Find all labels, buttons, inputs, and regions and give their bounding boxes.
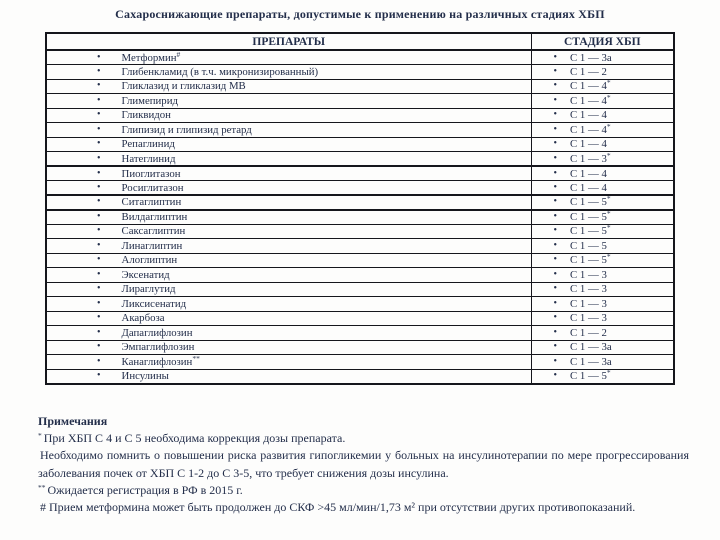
stage-value: С 1 — 2 — [570, 326, 607, 339]
table-row — [46, 79, 674, 94]
bullet-icon: • — [97, 196, 101, 208]
stage-value: С 1 — 4 — [570, 123, 607, 136]
stage-cell — [531, 210, 674, 225]
stage-footnote-marker: * — [606, 195, 611, 204]
table-row — [46, 166, 674, 181]
stage-value: С 1 — 4 — [570, 167, 607, 180]
stage-cell — [531, 181, 674, 196]
bullet-icon: • — [97, 326, 101, 338]
bullet-icon: • — [553, 181, 558, 193]
stage-cell — [531, 340, 674, 355]
drug-name: Линаглиптин — [121, 239, 183, 252]
stage-value: С 1 — 4 — [570, 181, 607, 194]
note-footnote-marker: * — [38, 431, 42, 441]
bullet-icon: • — [553, 152, 558, 164]
drug-name: Вилдаглиптин — [121, 211, 188, 223]
bullet-icon: • — [97, 254, 101, 266]
bullet-icon: • — [553, 268, 558, 280]
drug-name: Алоглиптин — [121, 254, 178, 267]
drug-name: Росиглитазон — [121, 181, 184, 194]
note-item — [38, 447, 689, 481]
stage-value: С 1 — 5 — [570, 211, 607, 223]
drug-name: Пиоглитазон — [121, 167, 181, 180]
notes-section — [38, 413, 689, 516]
drug-name-cell — [46, 326, 531, 341]
stage-cell — [531, 152, 674, 167]
bullet-icon: • — [97, 355, 101, 367]
drug-name: Инсулины — [121, 370, 169, 382]
stage-cell — [531, 297, 674, 312]
drug-name-cell — [46, 166, 531, 181]
table-row — [46, 210, 674, 225]
drug-name-cell — [46, 79, 531, 94]
table-row — [46, 152, 674, 167]
stage-cell — [531, 326, 674, 341]
drug-name: Натеглинид — [121, 152, 176, 165]
bullet-icon: • — [553, 211, 558, 222]
drug-name: Репаглинид — [121, 138, 175, 151]
drug-name-cell — [46, 94, 531, 109]
table-row — [46, 340, 674, 355]
bullet-icon: • — [97, 239, 101, 251]
table-row — [46, 369, 674, 384]
stage-cell — [531, 166, 674, 181]
stage-footnote-marker: * — [606, 224, 611, 233]
stage-footnote-marker: * — [606, 93, 611, 102]
stage-footnote-marker: * — [606, 209, 611, 218]
drug-name-cell — [46, 195, 531, 210]
stage-value: С 1 — 5 — [570, 196, 607, 209]
drug-table-body — [46, 50, 674, 384]
stage-value: С 1 — 5 — [570, 225, 607, 238]
stage-cell — [531, 50, 674, 65]
table-row — [46, 311, 674, 326]
bullet-icon: • — [553, 297, 558, 309]
bullet-icon: • — [553, 80, 558, 92]
table-row — [46, 94, 674, 109]
bullet-icon: • — [97, 80, 101, 92]
stage-footnote-marker: * — [606, 79, 611, 88]
bullet-icon: • — [97, 94, 101, 106]
stage-value: С 1 — 3 — [570, 283, 607, 296]
bullet-icon: • — [553, 283, 558, 295]
drug-name-cell — [46, 210, 531, 225]
drug-name: Гликвидон — [121, 109, 171, 122]
table-row — [46, 108, 674, 123]
stage-value: С 1 — 3 — [570, 297, 607, 310]
drug-name-cell — [46, 152, 531, 167]
stage-cell — [531, 224, 674, 239]
drug-name: Глимепирид — [121, 94, 178, 107]
stage-value: С 1 — 3а — [570, 355, 612, 368]
bullet-icon: • — [553, 370, 558, 381]
drug-stage-table — [45, 32, 675, 385]
bullet-icon: • — [97, 181, 101, 193]
drug-name-cell — [46, 50, 531, 65]
note-footnote-marker: ** — [38, 482, 46, 492]
bullet-icon: • — [553, 355, 558, 367]
bullet-icon: • — [97, 109, 101, 121]
drug-footnote-marker: ** — [192, 354, 200, 363]
stage-cell — [531, 311, 674, 326]
bullet-icon: • — [97, 123, 101, 135]
drug-name-cell — [46, 340, 531, 355]
table-row — [46, 50, 674, 65]
bullet-icon: • — [553, 196, 558, 208]
stage-cell — [531, 123, 674, 138]
stage-cell — [531, 282, 674, 297]
stage-cell — [531, 108, 674, 123]
stage-cell — [531, 137, 674, 152]
stage-cell — [531, 79, 674, 94]
bullet-icon: • — [553, 109, 558, 121]
column-header-drugs: ПРЕПАРАТЫ — [46, 33, 531, 50]
stage-value: С 1 — 3а — [570, 51, 612, 64]
bullet-icon: • — [97, 51, 101, 63]
table-row — [46, 195, 674, 210]
column-header-stage: СТАДИЯ ХБП — [531, 33, 674, 50]
drug-name: Метформин — [121, 51, 177, 64]
stage-value: С 1 — 5 — [570, 370, 607, 382]
bullet-icon: • — [553, 225, 558, 237]
bullet-icon: • — [553, 167, 558, 179]
drug-name: Эксенатид — [121, 268, 170, 281]
bullet-icon: • — [97, 268, 101, 280]
bullet-icon: • — [553, 123, 558, 135]
drug-name-cell — [46, 224, 531, 239]
bullet-icon: • — [97, 370, 101, 381]
stage-value: С 1 — 3а — [570, 341, 612, 354]
stage-value: С 1 — 4 — [570, 138, 607, 151]
drug-name-cell — [46, 355, 531, 370]
stage-value: С 1 — 3 — [570, 152, 607, 165]
stage-cell — [531, 94, 674, 109]
table-row — [46, 239, 674, 254]
stage-value: С 1 — 4 — [570, 109, 607, 122]
drug-name-cell — [46, 253, 531, 268]
drug-name: Ликсисенатид — [121, 297, 187, 310]
table-row — [46, 282, 674, 297]
stage-footnote-marker: * — [606, 122, 611, 131]
bullet-icon: • — [553, 341, 558, 353]
drug-name: Глипизид и глипизид ретард — [121, 123, 252, 136]
drug-name-cell — [46, 108, 531, 123]
stage-value: С 1 — 2 — [570, 65, 607, 78]
drug-name-cell — [46, 65, 531, 80]
bullet-icon: • — [553, 94, 558, 106]
stage-cell — [531, 355, 674, 370]
table-row — [46, 253, 674, 268]
bullet-icon: • — [553, 254, 558, 266]
drug-name: Дапаглифлозин — [121, 326, 193, 339]
drug-name-cell — [46, 239, 531, 254]
bullet-icon: • — [553, 326, 558, 338]
bullet-icon: • — [553, 65, 558, 77]
bullet-icon: • — [553, 239, 558, 251]
drug-name-cell — [46, 369, 531, 384]
table-row — [46, 224, 674, 239]
bullet-icon: • — [553, 138, 558, 150]
drug-name: Саксаглиптин — [121, 225, 186, 238]
drug-name: Акарбоза — [121, 312, 165, 325]
note-text: Необходимо помнить о повышении риска развития гипогликемии у больных на инсулинотерапии по мере прогрессирования заболевания почек от ХБП С 1-2 до С 3-5, что требует снижения дозы инсулина. — [38, 448, 689, 480]
note-text: При ХБП С 4 и С 5 необходима коррекция дозы препарата. — [43, 431, 346, 446]
bullet-icon: • — [97, 283, 101, 295]
drug-name-cell — [46, 123, 531, 138]
drug-name: Лираглутид — [121, 283, 176, 296]
drug-name: Гликлазид и гликлазид МВ — [121, 80, 246, 93]
stage-value: С 1 — 5 — [570, 254, 607, 267]
bullet-icon: • — [97, 152, 101, 164]
bullet-icon: • — [97, 225, 101, 237]
drug-name-cell — [46, 268, 531, 283]
stage-value: С 1 — 5 — [570, 239, 607, 252]
note-text: # Прием метформина может быть продолжен до СКФ >45 мл/мин/1,73 м² при отсутствии других противопоказаний. — [40, 500, 636, 515]
stage-value: С 1 — 3 — [570, 268, 607, 281]
note-item — [38, 482, 689, 499]
stage-footnote-marker: * — [606, 253, 611, 262]
stage-footnote-marker: * — [606, 369, 611, 377]
note-text: Ожидается регистрация в РФ в 2015 г. — [47, 482, 243, 497]
bullet-icon: • — [97, 312, 101, 324]
note-item — [38, 499, 689, 516]
stage-cell — [531, 369, 674, 384]
notes-heading: Примечания — [38, 414, 108, 428]
drug-footnote-marker: # — [176, 50, 181, 59]
drug-name-cell — [46, 311, 531, 326]
bullet-icon: • — [97, 211, 101, 222]
stage-footnote-marker: * — [606, 151, 611, 160]
table-row — [46, 355, 674, 370]
table-row — [46, 297, 674, 312]
table-row — [46, 65, 674, 80]
stage-cell — [531, 253, 674, 268]
drug-name: Эмпаглифлозин — [121, 341, 195, 354]
table-row — [46, 137, 674, 152]
drug-table-container — [45, 32, 673, 385]
table-header-row — [46, 33, 674, 50]
table-row — [46, 181, 674, 196]
bullet-icon: • — [553, 51, 558, 63]
drug-name-cell — [46, 297, 531, 312]
bullet-icon: • — [97, 297, 101, 309]
drug-name-cell — [46, 181, 531, 196]
stage-cell — [531, 195, 674, 210]
stage-value: С 1 — 3 — [570, 312, 607, 325]
drug-name: Глибенкламид (в т.ч. микронизированный) — [121, 65, 319, 78]
drug-name: Ситаглиптин — [121, 196, 182, 209]
table-row — [46, 326, 674, 341]
bullet-icon: • — [97, 167, 101, 179]
bullet-icon: • — [553, 312, 558, 324]
stage-cell — [531, 65, 674, 80]
drug-name-cell — [46, 282, 531, 297]
page-title: Сахароснижающие препараты, допустимые к применению на различных стадиях ХБП — [115, 7, 605, 21]
bullet-icon: • — [97, 341, 101, 353]
drug-name: Канаглифлозин — [121, 355, 193, 368]
note-item — [38, 430, 689, 447]
bullet-icon: • — [97, 138, 101, 150]
stage-value: С 1 — 4 — [570, 94, 607, 107]
drug-name-cell — [46, 137, 531, 152]
table-row — [46, 123, 674, 138]
table-row — [46, 268, 674, 283]
bullet-icon: • — [97, 65, 101, 77]
stage-cell — [531, 239, 674, 254]
stage-value: С 1 — 4 — [570, 80, 607, 93]
stage-cell — [531, 268, 674, 283]
